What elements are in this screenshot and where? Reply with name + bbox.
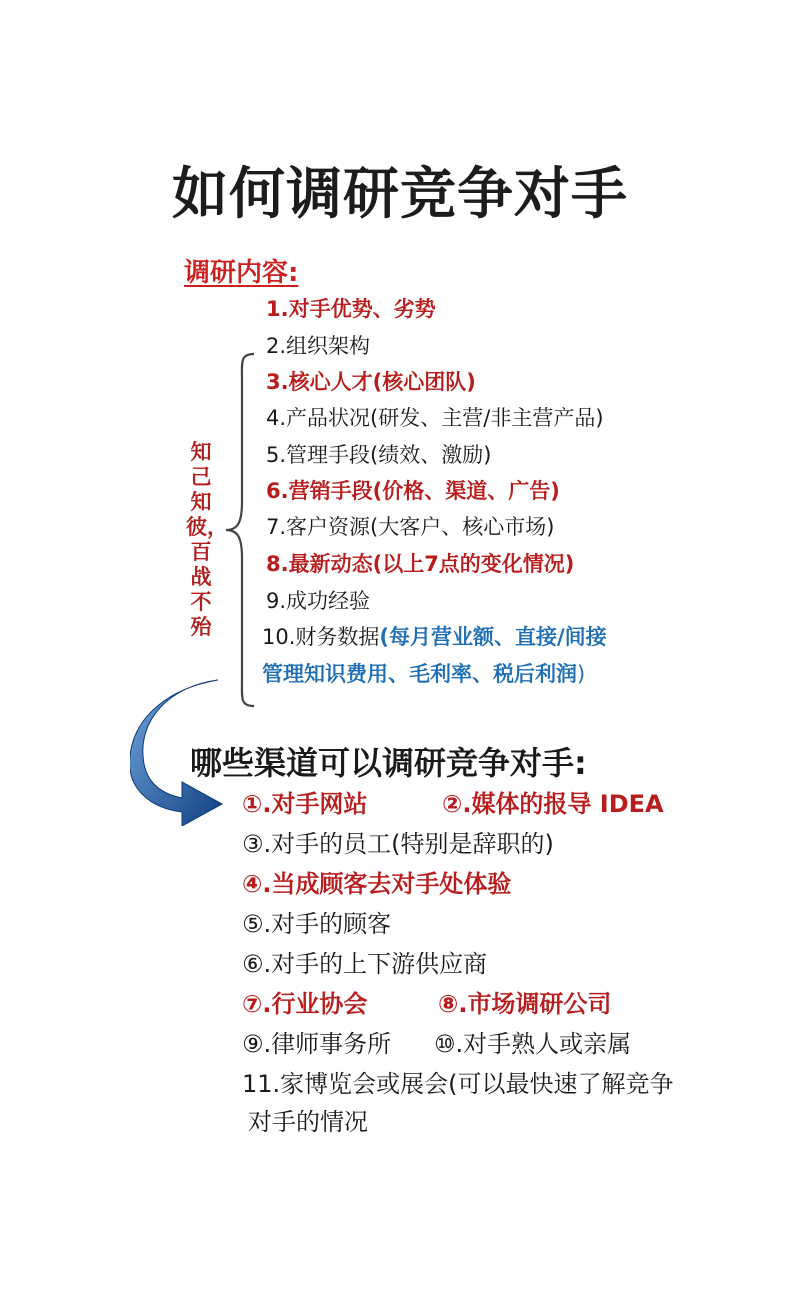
channel-item-2: ②.媒体的报导 IDEA (442, 790, 664, 818)
research-item-8: 8.最新动态(以上7点的变化情况) (266, 552, 575, 576)
channel-item-1: ①.对手网站 (242, 790, 368, 818)
channel-item-7: ⑦.行业协会 (242, 990, 368, 1018)
research-item-5: 5.管理手段(绩效、激励) (266, 443, 492, 467)
research-content-heading: 调研内容: (184, 258, 299, 288)
channel-item-8: ⑧.市场调研公司 (438, 990, 612, 1018)
channel-item-10: ⑩.对手熟人或亲属 (434, 1030, 632, 1058)
curly-brace (222, 352, 258, 708)
channel-item-6: ⑥.对手的上下游供应商 (242, 950, 488, 978)
research-item-1: 1.对手优势、劣势 (266, 297, 436, 321)
research-item-2: 2.组织架构 (266, 334, 371, 358)
channel-item-11-continued: 对手的情况 (248, 1108, 368, 1136)
channel-item-9: ⑨.律师事务所 (242, 1030, 392, 1058)
research-item-6: 6.营销手段(价格、渠道、广告) (266, 479, 560, 503)
channel-item-3: ③.对手的员工(特别是辞职的) (242, 830, 554, 858)
research-item-3: 3.核心人才(核心团队) (266, 370, 476, 394)
research-item-9: 9.成功经验 (266, 589, 371, 613)
channel-item-5: ⑤.对手的顾客 (242, 910, 392, 938)
research-item-7: 7.客户资源(大客户、核心市场) (266, 515, 555, 539)
research-item-4: 4.产品状况(研发、主营/非主营产品) (266, 406, 604, 430)
financial-detail-line1: (每月营业额、直接/间接 (379, 625, 607, 649)
channel-item-11: 11.家博览会或展会(可以最快速了解竞争 (242, 1070, 674, 1098)
side-proverb-label: 知己知彼，百战不殆 (186, 440, 228, 639)
channels-heading: 哪些渠道可以调研竞争对手: (190, 744, 587, 782)
financial-detail-line2: 管理知识费用、毛利率、税后利润 (262, 662, 577, 686)
research-item-10: 10.财务数据(每月营业额、直接/间接 (262, 625, 607, 649)
research-item-10-continued: 管理知识费用、毛利率、税后利润) (262, 662, 586, 686)
page-title: 如何调研竞争对手 (172, 162, 628, 227)
channel-item-4: ④.当成顾客去对手处体验 (242, 870, 512, 898)
